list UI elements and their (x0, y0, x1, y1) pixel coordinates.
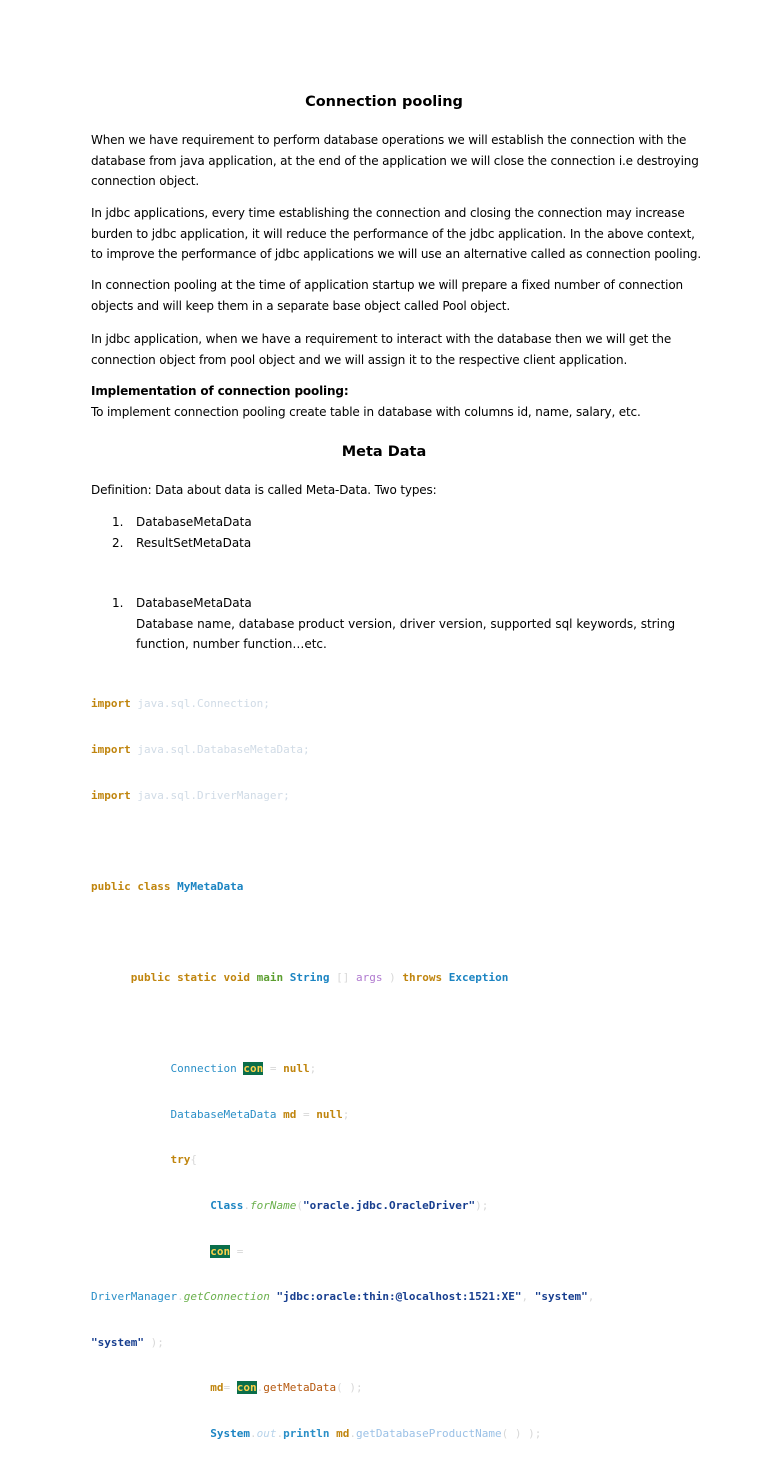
paragraph-line: In connection pooling at the time of application startup we will prepare a fixed number of connection (91, 278, 683, 292)
paragraph-line: connection object. (91, 174, 200, 188)
paragraph-line: connection object from pool object and we will assign it to the respective client application. (91, 352, 628, 367)
definition-text: Definition: Data about data is called Meta-Data. Two types: (91, 483, 437, 497)
list-item: 1. DatabaseMetaData (112, 596, 252, 610)
code-line: import java.sql.DriverManager; (91, 788, 290, 802)
code-line (91, 924, 594, 939)
paragraph-line: burden to jdbc application, it will reduce the performance of the jdbc application. In the above context, (91, 226, 695, 241)
section-title-connection-pooling: Connection pooling (305, 94, 463, 110)
code-block (91, 666, 594, 1472)
list-item: 2. ResultSetMetaData (112, 535, 252, 550)
paragraph-1 (91, 130, 699, 192)
description-line: function, number function…etc. (136, 637, 327, 651)
paragraph-line: database from java application, at the end of the application we will close the connection i.e destroying (91, 153, 699, 168)
code-line: Connection con = null; (170, 1062, 317, 1076)
description-line: Database name, database product version, driver version, supported sql keywords, string (136, 616, 676, 631)
code-line: DriverManager.getConnection "jdbc:oracle:thin:@localhost:1521:XE", "system", (91, 1290, 595, 1304)
paragraph-2 (91, 203, 702, 265)
code-line: con = (210, 1244, 244, 1258)
code-line: Class.forName("oracle.jdbc.OracleDriver"); (210, 1198, 489, 1212)
code-line (91, 1016, 594, 1031)
database-metadata-section (112, 593, 675, 655)
code-line: public static void main String [] args ) throws Exception (130, 970, 509, 984)
list-item: 1. DatabaseMetaData (112, 515, 252, 529)
paragraph-line: In jdbc applications, every time establishing the connection and closing the connection may increase (91, 206, 685, 220)
code-line: "system" ); (91, 1335, 164, 1349)
code-line: import java.sql.Connection; (91, 697, 270, 711)
code-line: import java.sql.DatabaseMetaData; (91, 743, 310, 756)
metadata-types-list (112, 512, 252, 553)
paragraph-line: objects and will keep them in a separate base object called Pool object. (91, 298, 510, 313)
paragraph-3 (91, 275, 691, 316)
code-line (91, 833, 594, 848)
implementation-heading: Implementation of connection pooling: (91, 384, 349, 398)
code-line: public class MyMetaData (91, 879, 244, 893)
code-line: md= con.getMetaData( ); (210, 1381, 363, 1395)
code-line: try{ (170, 1153, 197, 1167)
code-line: DatabaseMetaData md = null; (170, 1107, 350, 1121)
section-title-meta-data: Meta Data (341, 444, 427, 460)
implementation-text: To implement connection pooling create table in database with columns id, name, salary, etc. (91, 404, 641, 419)
paragraph-line: When we have requirement to perform database operations we will establish the connection with the (91, 133, 687, 147)
implementation-block (91, 381, 691, 422)
code-line: System.out.println md.getDatabaseProductName( ) ); (210, 1426, 542, 1440)
paragraph-line: to improve the performance of jdbc applications we will use an alternative called as connection pooling. (91, 247, 702, 261)
paragraph-4 (91, 329, 691, 370)
paragraph-line: In jdbc application, when we have a requirement to interact with the database then we will get the (91, 332, 672, 346)
